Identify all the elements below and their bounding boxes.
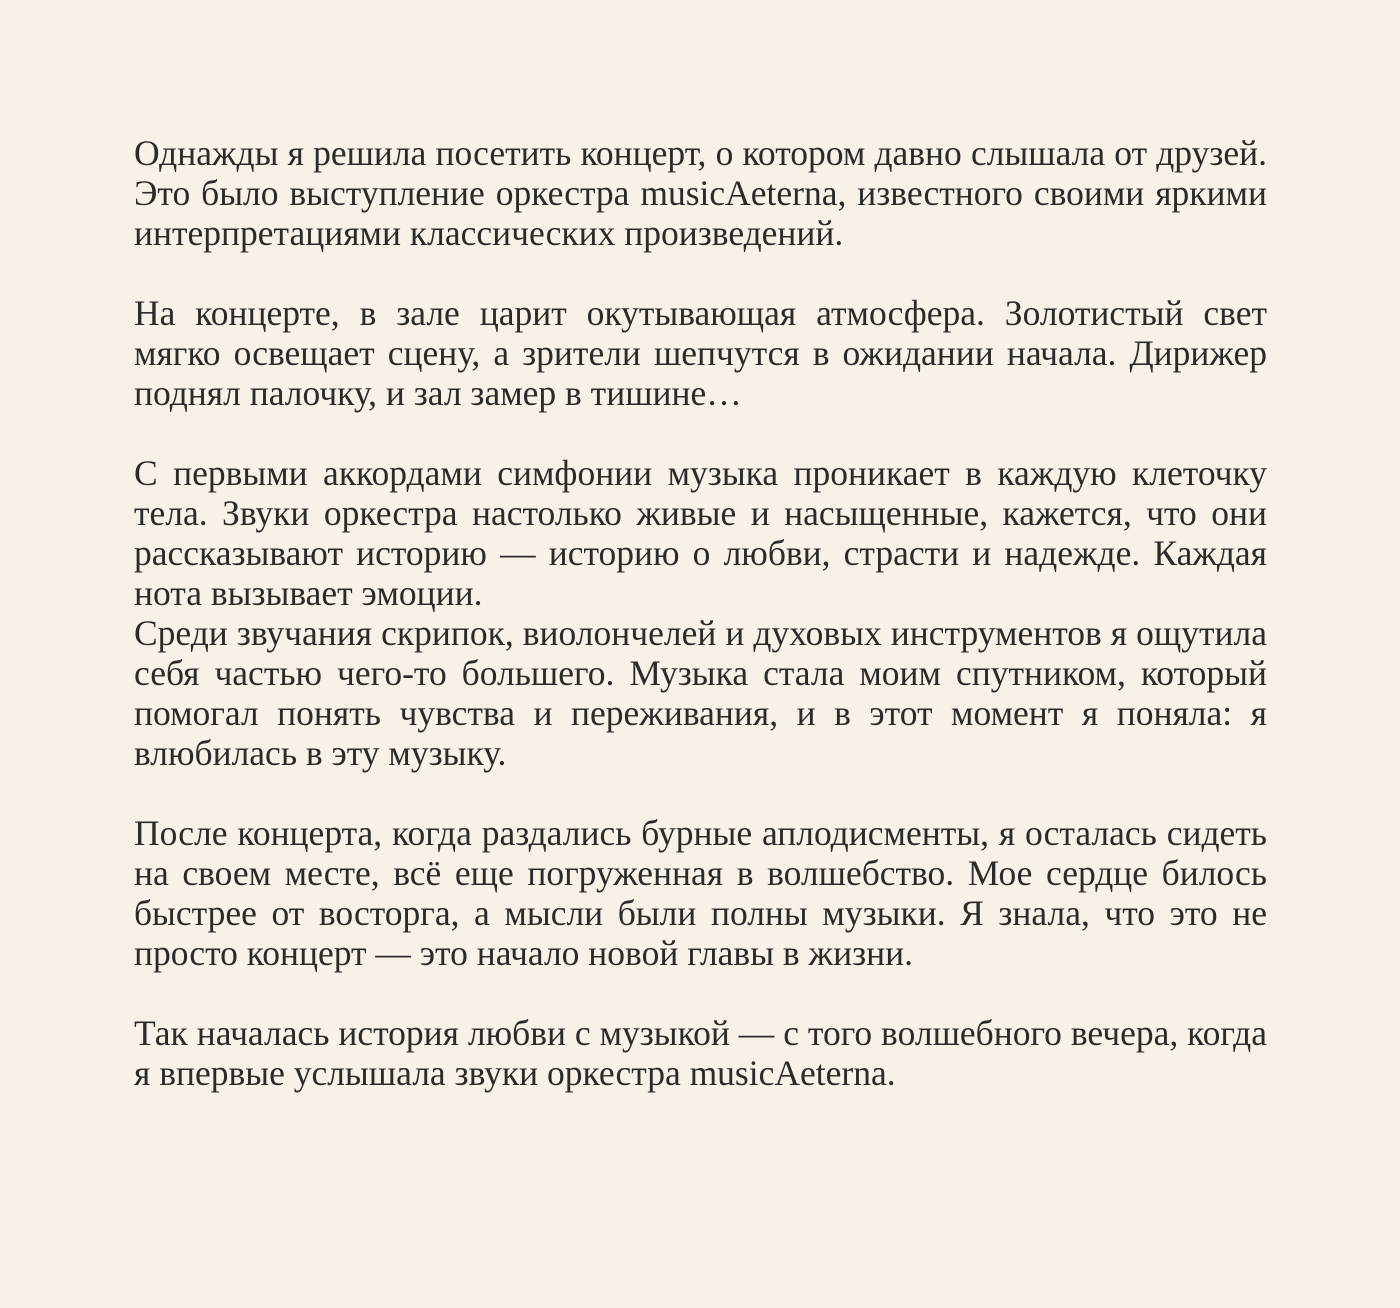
story-paragraph-5: После концерта, когда раздались бурные аплодисменты, я осталась сидеть на своем месте, всё еще погруженная в волшебство. Мое сердце билось быстрее от восторга, а мысли были полны музыки. Я знала, что это не просто концерт — это начало новой главы в жизни. — [134, 813, 1267, 973]
paragraph-gap — [134, 413, 1267, 453]
story-paragraph-4: Среди звучания скрипок, виолончелей и духовых инструментов я ощутила себя частью чего-то большего. Музыка стала моим спутником, который помогал понять чувства и переживания, и в этот момент я поняла: я влюбилась в эту музыку. — [134, 613, 1267, 773]
story-paragraph-1: Однажды я решила посетить концерт, о котором давно слышала от друзей. Это было выступление оркестра musicAeterna, известного своими яркими интерпретациями классических произведений. — [134, 133, 1267, 253]
paragraph-gap — [134, 973, 1267, 1013]
paragraph-gap — [134, 253, 1267, 293]
paragraph-gap — [134, 773, 1267, 813]
story-paragraph-6: Так началась история любви с музыкой — с того волшебного вечера, когда я впервые услышала звуки оркестра musicAeterna. — [134, 1013, 1267, 1093]
story-paragraph-2: На концерте, в зале царит окутывающая атмосфера. Золотистый свет мягко освещает сцену, а зрители шепчутся в ожидании начала. Дирижер поднял палочку, и зал замер в тишине… — [134, 293, 1267, 413]
story-paragraph-3: С первыми аккордами симфонии музыка проникает в каждую клеточку тела. Звуки оркестра настолько живые и насыщенные, кажется, что они рассказывают историю — историю о любви, страсти и надежде. Каждая нота вызывает эмоции. — [134, 453, 1267, 613]
